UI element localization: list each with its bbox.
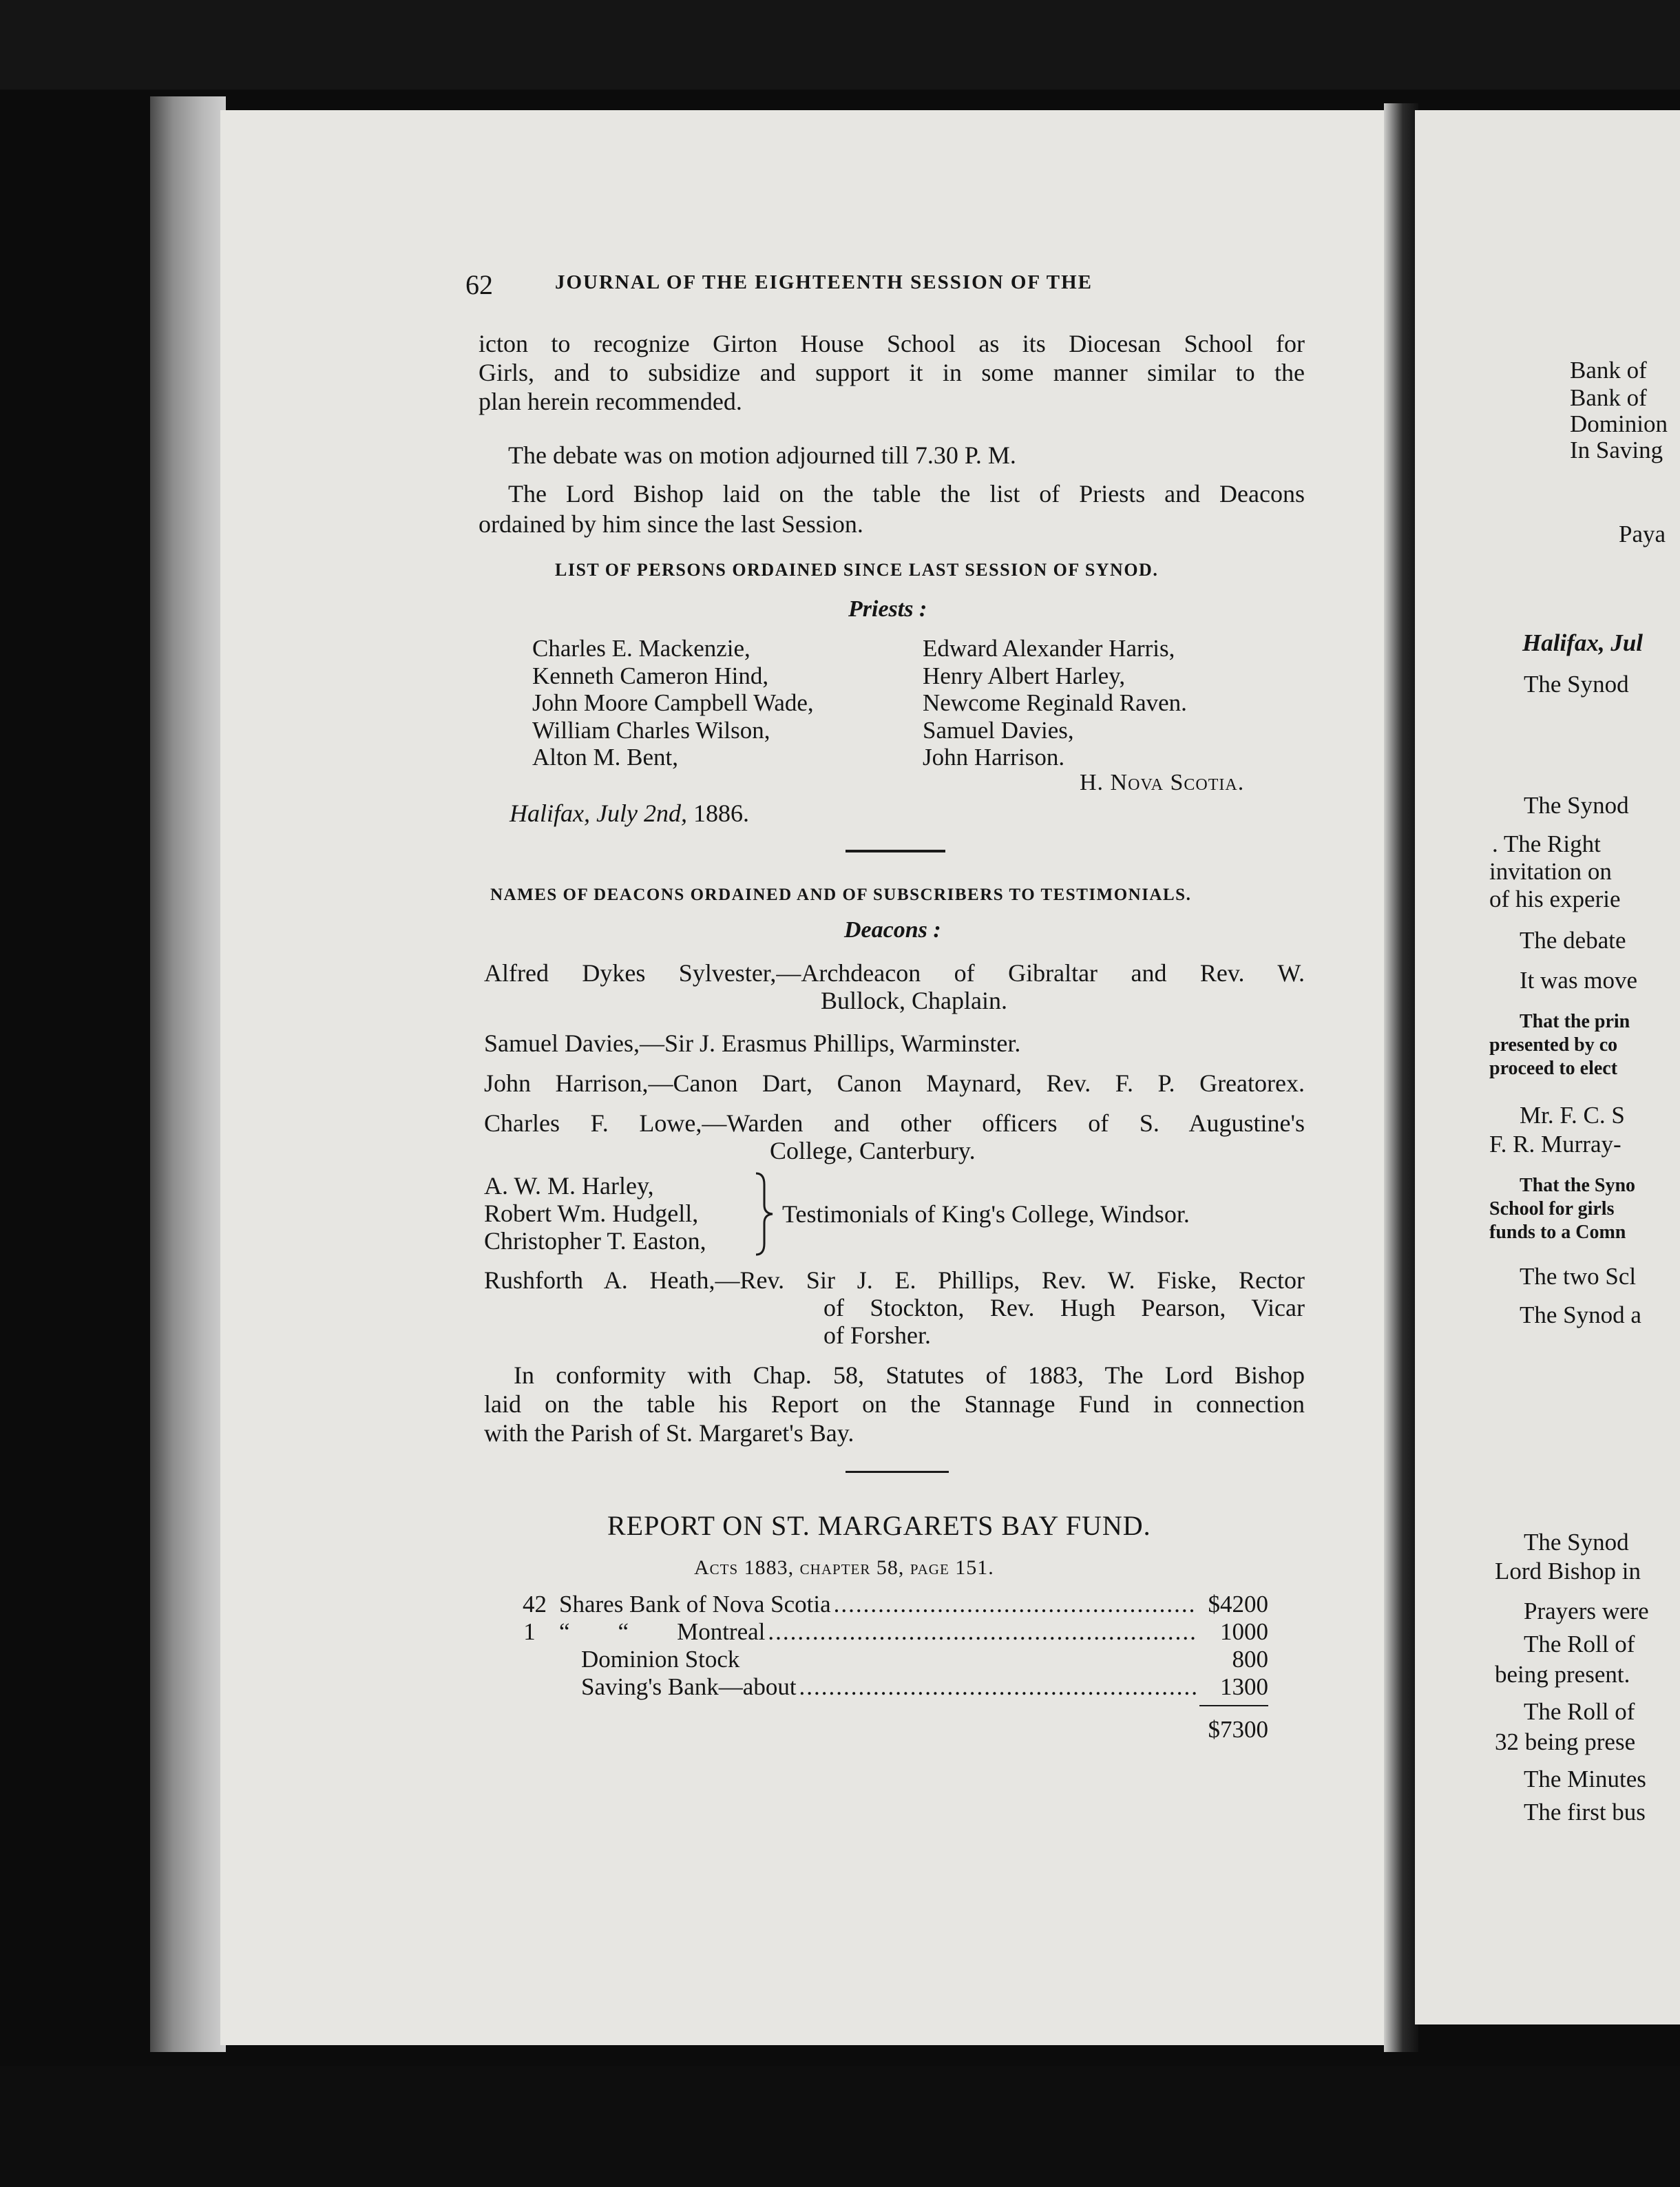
facing-line: The Synod a [1520, 1301, 1641, 1328]
fund-qty: 1 [523, 1618, 536, 1645]
facing-line: Paya [1619, 521, 1666, 547]
conformity-line-3: with the Parish of St. Margaret's Bay. [484, 1419, 854, 1447]
conformity-line-2: laid on the table his Report on the Stannage Fund in connection [484, 1390, 1305, 1418]
facing-line: That the Syno [1520, 1175, 1636, 1196]
fund-row [512, 1618, 1268, 1646]
priest-name: John Harrison. [923, 744, 1065, 771]
heath-line-2: of Stockton, Rev. Hugh Pearson, Vicar [823, 1294, 1305, 1321]
opening-line-3: plan herein recommended. [479, 388, 742, 415]
facing-line: Bank of [1570, 384, 1647, 411]
facing-line: The Synod [1524, 1529, 1629, 1556]
facing-line: The debate [1520, 927, 1626, 954]
place-date-year: 1886. [693, 799, 749, 827]
ordained-list-heading: LIST OF PERSONS ORDAINED SINCE LAST SESSION OF SYNOD. [555, 560, 1159, 580]
facing-line: That the prin [1520, 1011, 1630, 1032]
fund-amount: 1300 [1220, 1673, 1268, 1700]
deacon-entry-4-line-1: Charles F. Lowe,—Warden and other officers of S. Augustine's [484, 1109, 1305, 1137]
conformity-line-1: In conformity with Chap. 58, Statutes of 1883, The Lord Bishop [514, 1361, 1305, 1389]
priest-name: John Moore Campbell Wade, [532, 689, 814, 716]
fund-table [512, 1591, 1268, 1742]
priest-name: Henry Albert Harley, [923, 662, 1126, 689]
deacons-section-heading: NAMES OF DEACONS ORDAINED AND OF SUBSCRIBERS TO TESTIMONIALS. [490, 886, 1192, 904]
priest-name: Newcome Reginald Raven. [923, 689, 1187, 716]
facing-line: presented by co [1489, 1034, 1618, 1056]
place-date-text: Halifax, July 2nd, [510, 799, 687, 827]
deacon-entry-2: Samuel Davies,—Sir J. Erasmus Phillips, Warminster. [484, 1029, 1021, 1057]
facing-line: It was move [1520, 967, 1638, 994]
facing-line: . The Right [1492, 830, 1601, 857]
group-brace-icon [752, 1171, 779, 1257]
facing-line: of his experie [1489, 886, 1621, 912]
deacon-name: Robert Wm. Hudgell, [484, 1200, 699, 1227]
priest-name: Alton M. Bent, [532, 744, 678, 771]
facing-line: proceed to elect [1489, 1058, 1618, 1079]
fund-amount: $4200 [1208, 1591, 1268, 1618]
facing-line: Halifax, Jul [1522, 629, 1644, 656]
priests-left-column [532, 635, 814, 771]
facing-line: In Saving [1570, 437, 1663, 463]
heath-line-3: of Forsher. [823, 1321, 931, 1349]
running-title: JOURNAL OF THE EIGHTEENTH SESSION OF THE [555, 271, 1093, 293]
priest-name: Kenneth Cameron Hind, [532, 662, 769, 689]
fund-amount: 1000 [1220, 1618, 1268, 1645]
deacon-entry-1-line-2: Bullock, Chaplain. [821, 987, 1007, 1014]
page-edge [150, 96, 226, 2052]
deacon-group-names [484, 1172, 706, 1255]
deacon-entry-4-line-2: College, Canterbury. [770, 1137, 976, 1164]
facing-line: The first bus [1524, 1799, 1646, 1825]
bishop-signature: H. Nova Scotia. [1080, 770, 1245, 795]
total-rule [1199, 1705, 1268, 1706]
facing-line: 32 being prese [1495, 1728, 1636, 1755]
fund-total: $7300 [1208, 1716, 1268, 1743]
bishop-line-2: ordained by him since the last Session. [479, 510, 863, 538]
facing-page [1415, 110, 1680, 2024]
fund-row [512, 1591, 1268, 1618]
fund-report-acts: Acts 1883, chapter 58, page 151. [694, 1556, 994, 1579]
facing-line: Prayers were [1524, 1598, 1649, 1624]
leader-dots [768, 1618, 1197, 1646]
facing-line: The Roll of [1524, 1631, 1635, 1657]
fund-label: Shares Bank of Nova Scotia [559, 1591, 831, 1618]
fund-row [512, 1646, 1268, 1673]
deacons-heading: Deacons : [844, 917, 941, 943]
fund-label: Dominion Stock [581, 1646, 740, 1673]
facing-line: Mr. F. C. S [1520, 1102, 1625, 1129]
debate-adjourned: The debate was on motion adjourned till 7.30 P. M. [508, 441, 1016, 469]
bishop-line-1: The Lord Bishop laid on the table the list of Priests and Deacons [508, 480, 1305, 507]
facing-line: Bank of [1570, 357, 1647, 384]
facing-line: The Minutes [1524, 1766, 1646, 1792]
group-testimonial: Testimonials of King's College, Windsor. [782, 1200, 1190, 1228]
priest-name: Charles E. Mackenzie, [532, 635, 750, 662]
priests-heading: Priests : [848, 596, 927, 622]
leader-dots [834, 1591, 1197, 1618]
book-gutter [1384, 103, 1418, 2052]
facing-line: being present. [1495, 1661, 1630, 1688]
facing-line: F. R. Murray- [1489, 1131, 1621, 1158]
fund-report-title: REPORT ON ST. MARGARETS BAY FUND. [607, 1510, 1151, 1541]
place-date [510, 799, 749, 828]
facing-line: Lord Bishop in [1495, 1558, 1641, 1584]
report-divider [846, 1471, 949, 1473]
facing-line: invitation on [1489, 858, 1612, 885]
priests-right-column [923, 635, 1187, 771]
fund-qty: 42 [523, 1591, 547, 1618]
deacon-entry-1-line-1: Alfred Dykes Sylvester,—Archdeacon of Gibraltar and Rev. W. [484, 959, 1305, 987]
facing-line: The Synod [1524, 792, 1629, 819]
facing-line: funds to a Comn [1489, 1222, 1626, 1243]
fund-amount: 800 [1232, 1646, 1268, 1673]
heath-line-1: Rushforth A. Heath,—Rev. Sir J. E. Phillips, Rev. W. Fiske, Rector [484, 1266, 1305, 1294]
page-number: 62 [465, 269, 493, 300]
facing-line: School for girls [1489, 1198, 1615, 1220]
leader-dots [799, 1673, 1197, 1701]
fund-label: Saving's Bank—about [581, 1673, 797, 1700]
opening-line-2: Girls, and to subsidize and support it in some manner similar to the [479, 359, 1305, 386]
priest-name: Edward Alexander Harris, [923, 635, 1175, 662]
deacon-name: A. W. M. Harley, [484, 1172, 654, 1200]
section-divider [846, 850, 945, 852]
facing-line: The Roll of [1524, 1698, 1635, 1725]
facing-line: The Synod [1524, 671, 1629, 698]
priest-name: William Charles Wilson, [532, 716, 770, 744]
deacon-entry-3: John Harrison,—Canon Dart, Canon Maynard, Rev. F. P. Greatorex. [484, 1069, 1305, 1097]
opening-line-1: icton to recognize Girton House School as its Diocesan School for [479, 330, 1305, 357]
deacon-name: Christopher T. Easton, [484, 1227, 706, 1255]
facing-line: Dominion [1570, 410, 1668, 437]
priest-name: Samuel Davies, [923, 716, 1074, 744]
fund-row [512, 1673, 1268, 1701]
fund-label: “ “ Montreal [559, 1618, 766, 1645]
facing-line: The two Scl [1520, 1263, 1637, 1290]
